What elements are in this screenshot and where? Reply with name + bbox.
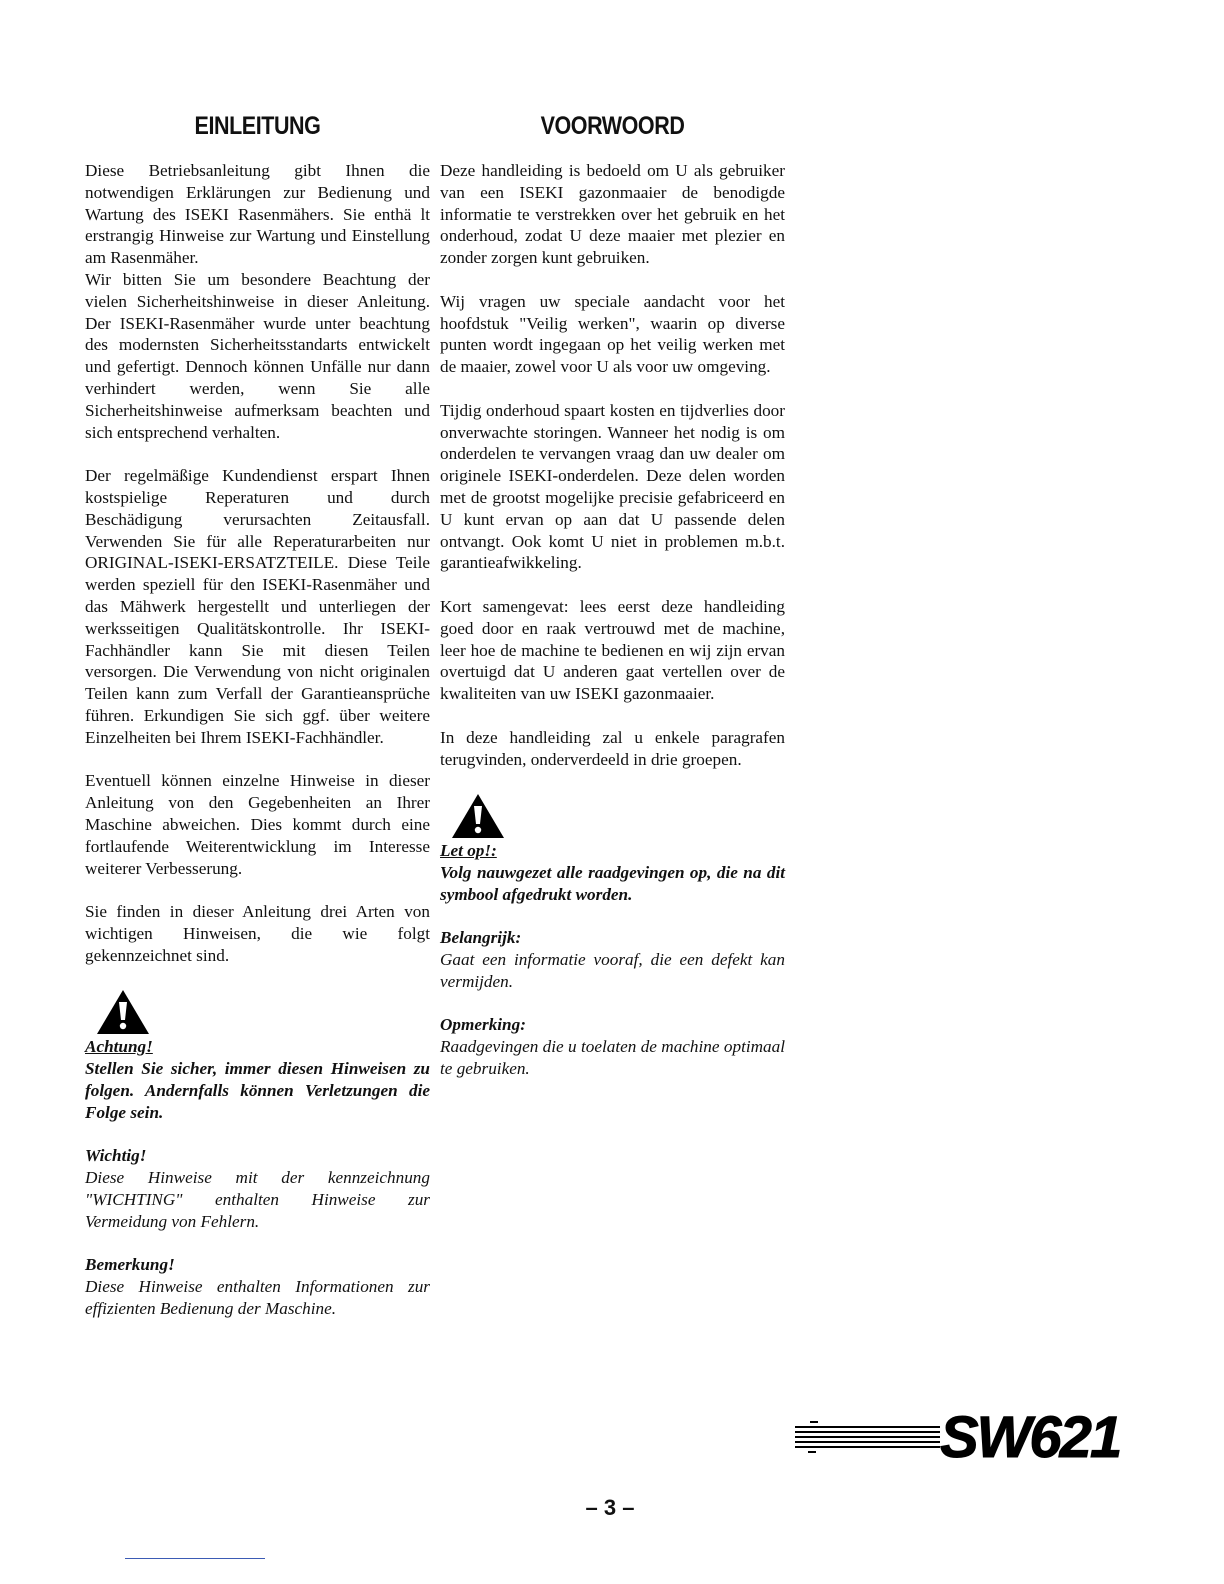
dutch-paragraph-2: Wij vragen uw speciale aandacht voor het hoofdstuk "Veilig werken", waarin op diverse punten wordt ingegaan op het veilig werken met de maaier, zowel voor U als voor uw omgeving.	[440, 291, 785, 377]
dutch-paragraph-5: In deze handleiding zal u enkele paragrafen terugvinden, onderverdeeld in drie groepen.	[440, 727, 785, 769]
german-paragraph-5: Sie finden in dieser Anleitung drei Arten von wichtigen Hinweisen, die wie folgt gekennzeichnet sind.	[85, 902, 430, 965]
dutch-warning-text: Volg nauwgezet alle raadgevingen op, die na dit symbool afgedrukt worden.	[440, 862, 785, 904]
sw621-logo	[790, 1395, 1150, 1475]
warning-triangle-icon	[95, 988, 151, 1036]
german-warning-text: Stellen Sie sicher, immer diesen Hinweisen zu folgen. Andernfalls können Verletzungen die Folge sein.	[85, 1059, 430, 1122]
dutch-remark-text: Raadgevingen die u toelaten de machine optimaal te gebruiken.	[440, 1037, 785, 1079]
german-remark-title: Bemerkung!	[85, 1255, 175, 1275]
german-remark-text: Diese Hinweise enthalten Informationen zur effizienten Bedienung der Maschine.	[85, 1277, 430, 1318]
dutch-paragraph-4: Kort samengevat: lees eerst deze handleiding goed door en raak vertrouwd met de machine, leer hoe de machine te bedienen en wij zijn ervan overtuigd dat U anderen gaat vertellen over de kwaliteiten van uw ISEKI gazonmaaier.	[440, 596, 785, 704]
german-paragraph-4: Eventuell können einzelne Hinweise in dieser Anleitung von den Gegebenheiten an Ihrer Maschine abweichen. Dies kommt durch eine fortlaufende Weiterentwicklung im Interesse weiterer Verbesserung.	[85, 771, 430, 878]
german-paragraph-3: Der regelmäßige Kundendienst erspart Ihnen kostspielige Reperaturen und durch Beschädigung verursachten Zeitausfall. Verwenden Sie für alle Reperaturarbeiten nur ORIGINAL-ISEKI-ERSATZTEILE. Diese Teile werden speziell für den ISEKI-Rasenmäher und das Mähwerk hergestellt und unterliegen der werksseitigen Qualitätskontrolle. Ihr ISEKI-Fachhändler kann Sie mit diesen Teilen versorgen. Die Verwendung von nicht originalen Teilen kann zum Verfall der Garantieansprüche führen. Erkundigen Sie sich ggf. über weitere Einzelheiten bei Ihrem ISEKI-Fachhändler.	[85, 466, 430, 747]
heading-einleitung: EINLEITUNG	[194, 112, 321, 140]
dutch-warning-title: Let op!:	[440, 841, 497, 861]
german-paragraph-1: Diese Betriebsanleitung gibt Ihnen die notwendigen Erklärungen zur Bedienung und Wartung des ISEKI Rasenmähers. Sie enthä lt erstrangig Hinweise zur Wartung und Einstellung am Rasenmäher.	[85, 161, 430, 268]
footer-rule	[125, 1558, 265, 1559]
page-number: – 3 –	[585, 1495, 635, 1520]
dutch-paragraph-1: Deze handleiding is bedoeld om U als gebruiker van een ISEKI gazonmaaier de benodigde informatie te verstrekken over het gebruik en het onderhoud, zodat U deze maaier met plezier en zonder zorgen kunt gebruiken.	[440, 161, 785, 268]
german-important-text: Diese Hinweise mit der kennzeichnung "WICHTING" enthalten Hinweise zur Vermeidung von Fehlern.	[85, 1168, 430, 1231]
german-warning-title: Achtung!	[85, 1037, 153, 1057]
dutch-important-text: Gaat een informatie vooraf, die een defekt kan vermijden.	[440, 950, 785, 991]
german-paragraph-2: Wir bitten Sie um besondere Beachtung der vielen Sicherheitshinweise in dieser Anleitung. Der ISEKI-Rasenmäher wurde unter beachtung des modernsten Sicherheitsstandarts entwickelt und gefertigt. Dennoch können Unfälle nur dann verhindert werden, wenn Sie alle Sicherheitshinweise aufmerksam beachten und sich entsprechend verhalten.	[85, 269, 430, 442]
dutch-remark-title: Opmerking:	[440, 1015, 526, 1035]
dutch-column	[440, 160, 785, 1102]
heading-voorwoord: VOORWOORD	[540, 112, 685, 140]
warning-triangle-icon	[450, 792, 506, 840]
dutch-important-title: Belangrijk:	[440, 928, 522, 948]
dutch-paragraph-3: Tijdig onderhoud spaart kosten en tijdverlies door onverwachte storingen. Wanneer het nodig is om onderdelen te vervangen vraag dan uw dealer om originele ISEKI-onderdelen. Deze delen worden met de grootst mogelijke precisie gefabriceerd en U kunt ervan op aan dat U passende delen ontvangt. Ook komt U niet in problemen m.b.t. garantieafwikkeling.	[440, 400, 785, 573]
german-column	[85, 160, 430, 1341]
logo-text: SW621	[940, 1405, 1121, 1470]
german-important-title: Wichtig!	[85, 1146, 147, 1166]
